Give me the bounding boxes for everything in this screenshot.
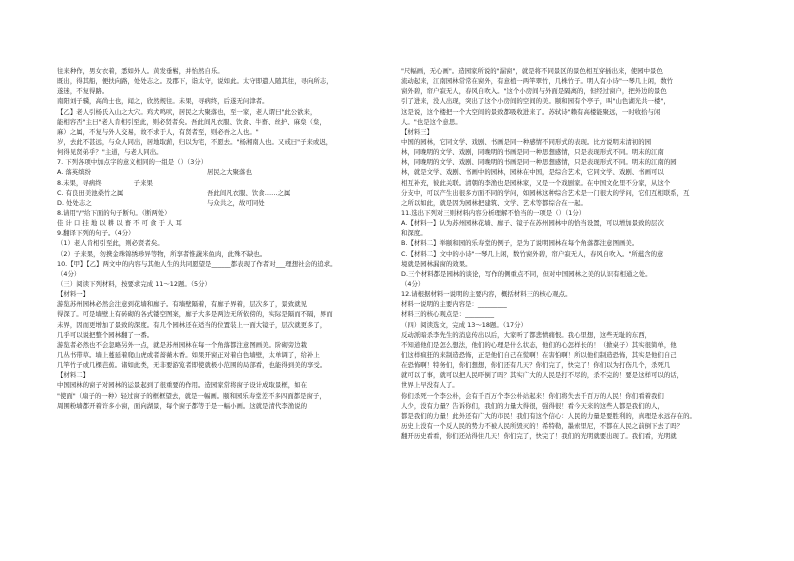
text-line: 几丛书带草。墙上蔓延着爬山虎或者蔷薇木香。如果开窗正对着白色墙壁，太单调了，给补上 bbox=[57, 350, 320, 359]
text-line: 这是说，这个楼把一个大空间的景致都吸收进来了。苏轼诗"赖有高楼能聚远，一时收拾与闲 bbox=[401, 107, 661, 116]
question-8: 8.请用"/"给下面的句子断句。（断两处） bbox=[57, 208, 171, 217]
option-a: A.【材料一】认为苏州园林花墙、廊子、镜子在苏州园林中的恰当设置，可以增加景致的层次 bbox=[401, 219, 664, 228]
question-10: 10.【甲】【乙】两文中的内容与其他人生的共同愿望是______都表现了作者对___理想社会的追求。 bbox=[57, 259, 337, 268]
right-column bbox=[401, 66, 736, 441]
left-column bbox=[57, 66, 392, 411]
text-line: 中国园林的窗子对园林的运景起到了很重要的作用。造园家常将窗子设计成取景框，如在 bbox=[57, 381, 308, 390]
text-line: 既出，得其船，便扶向路，处处志之。及郡下，诣太守，说如此。太守即遣人随其往，寻向所志， bbox=[57, 77, 333, 86]
text-line: 游览苏州园林必然会注意到花墙和廊子。有墙壁隔着，有廊子界着，层次多了，景致就见 bbox=[57, 300, 308, 309]
option-d: D.三个材料都是园林的谈论，写作的侧重点不同，但对中国园林之美的认识有相通之处。 bbox=[401, 269, 652, 278]
text-line: 境就是园林漏窗的效果。 bbox=[401, 259, 472, 268]
material-3-heading: 【材料三】 bbox=[401, 127, 434, 136]
section-3-heading: （三）阅读下列材料，按要求完成 11～12题。（5分） bbox=[57, 279, 211, 288]
text-line: 们这样疯狂的来制造恐怖，正是他们自己在慌啊！在害怕啊！所以他们制造恐怖，其实是他们自己 bbox=[401, 350, 677, 359]
text-line: 窗外碧，帘户寂无人，春风自吹入。"这个小房间与外面是隔离的，但经过窗户，把外边的景色 bbox=[401, 87, 667, 96]
text-line: 反动派暗杀李先生的消息传出以后，大家听了都悲愤痛恨。我心里想，这些无耻的东西， bbox=[401, 330, 652, 339]
text-line: 得深了。可是墙壁上有砖砌的各式镂空图案，廊子大多是两边无所依傍的，实际是隔而不隔，界而 bbox=[57, 310, 333, 319]
text-line: 岁，去此不甚远，与众人同出，居地取薪，归以为宅，不愿去。"杨湘南人也。又戒曰"子来或迟， bbox=[57, 137, 333, 146]
question-8-text: 佳 计 口 挂 地 以 耕 以 畜 不 可 食 于 人 耳 bbox=[57, 219, 182, 228]
section-4-heading: （四）阅读选文，完成 13～18题。（17分） bbox=[401, 320, 527, 329]
text-line: 麻）之属，不复与外人交易，故不求于人，有贤者至，则必吾之人也。" bbox=[57, 127, 259, 136]
question-9-1: （1）老人肯相引至此，则必贤者矣。 bbox=[57, 239, 164, 248]
question-7: 7. 下列各项中加点字的意义相同的一组是（）（3分） bbox=[57, 158, 208, 167]
question-9-2: （2）子来果，勿携金珠锦绣珍异等物，所享者惟蔬米鱼肉，此殊不缺也。 bbox=[57, 249, 267, 258]
text-line: 就可以了事，就可以把人民吓倒了吗？其实广大的人民是打不尽的，杀不完的！要是这样可以的话， bbox=[401, 371, 684, 380]
question-11: 11.选出下列对三则材料内容分析理解不恰当的一项是（）（1分） bbox=[401, 208, 586, 217]
text-line: 引了进来，没人出现，突出了这个小房间的空间的美。颐和园有个亭子，叫"山色湖光共一楼"， bbox=[401, 97, 670, 106]
question-9: 9.翻译下列的句子。（4分） bbox=[57, 229, 135, 238]
option-c: C. 有良田美池桑竹之属 吾此间凡衣服、饮食……之属 bbox=[57, 188, 291, 197]
text-line: 翻开历史看看，你们还站得住几天！你们完了，快完了！我们的光明就要出现了。我们看，光明就 bbox=[401, 432, 677, 441]
text-line: 林，同晚明的文学、戏剧，同晚明的书画是同一种思想感情，只是表现形式不同。明末的江南 bbox=[401, 148, 664, 157]
text-line: 分支中，可以产生出很多方面不同的学问，如园林这种综合艺术是一门很大的学问，它们互相联系，互 bbox=[401, 188, 690, 197]
material-2-heading: 【材料二】 bbox=[57, 371, 90, 380]
text-line: 之所以如此，就是因为园林把建筑、文学、艺术等都综合在一起。 bbox=[401, 198, 587, 207]
option-c: C.【材料二】文中的小诗"一琴几上闲，数竹窗外碧，帘户寂无人，春风自吹入。"所蕴含的意 bbox=[401, 249, 664, 258]
option-b: B.【材料二】举颐和园的乐寿堂的例子，是为了说明园林在每个角落都注意图画美。 bbox=[401, 239, 639, 248]
text-line: 相互补充，彼此关联。清朝的李渔也是园林家，又是一个戏剧家。在中国文化里不分家，从这个 bbox=[401, 178, 671, 187]
option-a: A. 落英缤纷 居民之大聚落也 bbox=[57, 168, 252, 177]
text-line: "使面"（扇子的一种）轻过窗子的框框望去，就是一幅画。颐和园乐寿堂差不多四面都是窗子， bbox=[57, 391, 326, 400]
question-12: 12.请根据材料一说明的主要内容，概括材料三的核心观点。 bbox=[401, 290, 572, 299]
text-line: （4分） bbox=[401, 279, 425, 288]
text-line: 人少，没有力量？告诉你们，我们的力量大得很，强得很！看今天来的这些人都是我们的人， bbox=[401, 401, 664, 410]
text-line: 往来种作，男女衣着，悉如外人。黄发垂髫，并怡然自乐。 bbox=[57, 67, 224, 75]
text-line: 周围粉墙都开着许多小窗，面向湖景，每个窗子都等于是一幅小画。这就是清代李渔说的 bbox=[57, 401, 308, 410]
text-line: 未界，因而更增加了景致的深度。有几个园林还在适当的位置装上一面大镜子，层次就更多了， bbox=[57, 320, 327, 329]
text-line: 中国的园林，它同文学、戏剧、书画是同一种感情不同形式的表现。比方说明末清初的园 bbox=[401, 137, 652, 146]
text-line: 你们杀死一个李公朴，会有千百万个李公朴站起来！你们将失去千百万的人民！你们看着我们 bbox=[401, 391, 664, 400]
material-1-heading: 【材料一】 bbox=[57, 290, 90, 299]
text-line: （4分） bbox=[57, 269, 81, 278]
text-line: 【乙】老人引杨氏入山之大穴。鸡犬鸣吠，居民之大聚落也，至一家，老人谓曰"此公欲来， bbox=[57, 107, 317, 116]
answer-line-2: 材料三的核心观点是：_________ bbox=[401, 310, 495, 319]
text-line: 都是我们的力量！此外还有广大的市民！我们有这个信心：人民的力量是要胜利的，真理是永远存在的。 bbox=[401, 411, 696, 420]
text-line: 何得见贤弟乎？"主道，与老人同出。 bbox=[57, 148, 163, 157]
text-line: 林，同晚明的文学、戏剧、同晚明的书画是同一种思想感情，只是表现形式不同。明末的江南的园 bbox=[401, 158, 677, 167]
text-line: 南阳刘子骥，高尚士也，闻之，欣然规往。未果，寻病终，后遂无问津者。 bbox=[57, 97, 269, 106]
text-line: "尺幅画，无心画"。造园家所说的"漏窗"，就是将不同景区的景色相互穿插出来，使园中景色 bbox=[401, 67, 663, 75]
text-line: 在恐怖啊！特务们，你们想想，你们还有几天？你们完了，快完了！你们以为打伤几个，杀死几 bbox=[401, 361, 671, 370]
text-line: 不知道他们是怎么想法，他们的心理是什么状态，他们的心怎样长的！（掀桌子）其实很简单，他 bbox=[401, 340, 677, 349]
answer-line-1: 材料一说明的主要内容是：_________ bbox=[401, 300, 507, 309]
text-line: 世界上早没有人了。 bbox=[401, 381, 459, 390]
option-b: 8.未果，寻病终 子来果 bbox=[57, 178, 153, 187]
option-d: D. 处处志之 与众共之，故可同处 bbox=[57, 198, 265, 207]
text-line: 林，就是文学、戏剧、书画中的园林，园林在中国，是综合艺术，它同文学、戏剧、书画可以 bbox=[401, 168, 664, 177]
text-line: 和深度。 bbox=[401, 229, 427, 238]
text-line: 流动起来，江南园林常常在窗外，有意植一两竿翠竹，几株竹子。明人有小诗"一琴几上闲，数竹 bbox=[401, 77, 674, 86]
text-line: 历史上没有一个反人民的势力不被人民所毁灭的！希特勒，墨索里尼，不都在人民之前倒下去了吗？ bbox=[401, 421, 684, 430]
text-line: 游览者必然也不会忽略另外一点，就是苏州园林在每一个角落都注意图画美。阶砌旁边栽 bbox=[57, 340, 308, 349]
text-line: 遂迷，不复得路。 bbox=[57, 87, 109, 96]
text-line: 人。"也是这个意思。 bbox=[401, 117, 462, 126]
text-line: 能相容否"主曰"老人肯相引至此，则必贤者矣。吾此间凡衣服、饮食、牛畜、丝护、麻枲（枲， bbox=[57, 117, 326, 126]
text-line: 几竿竹子或几棵芭蕉。诸如此类，无非要游览者即使就极小范围的局部看，也能得到美的享受。 bbox=[57, 361, 327, 370]
text-line: 几乎可以说把整个园林翻了一番。 bbox=[57, 330, 154, 339]
